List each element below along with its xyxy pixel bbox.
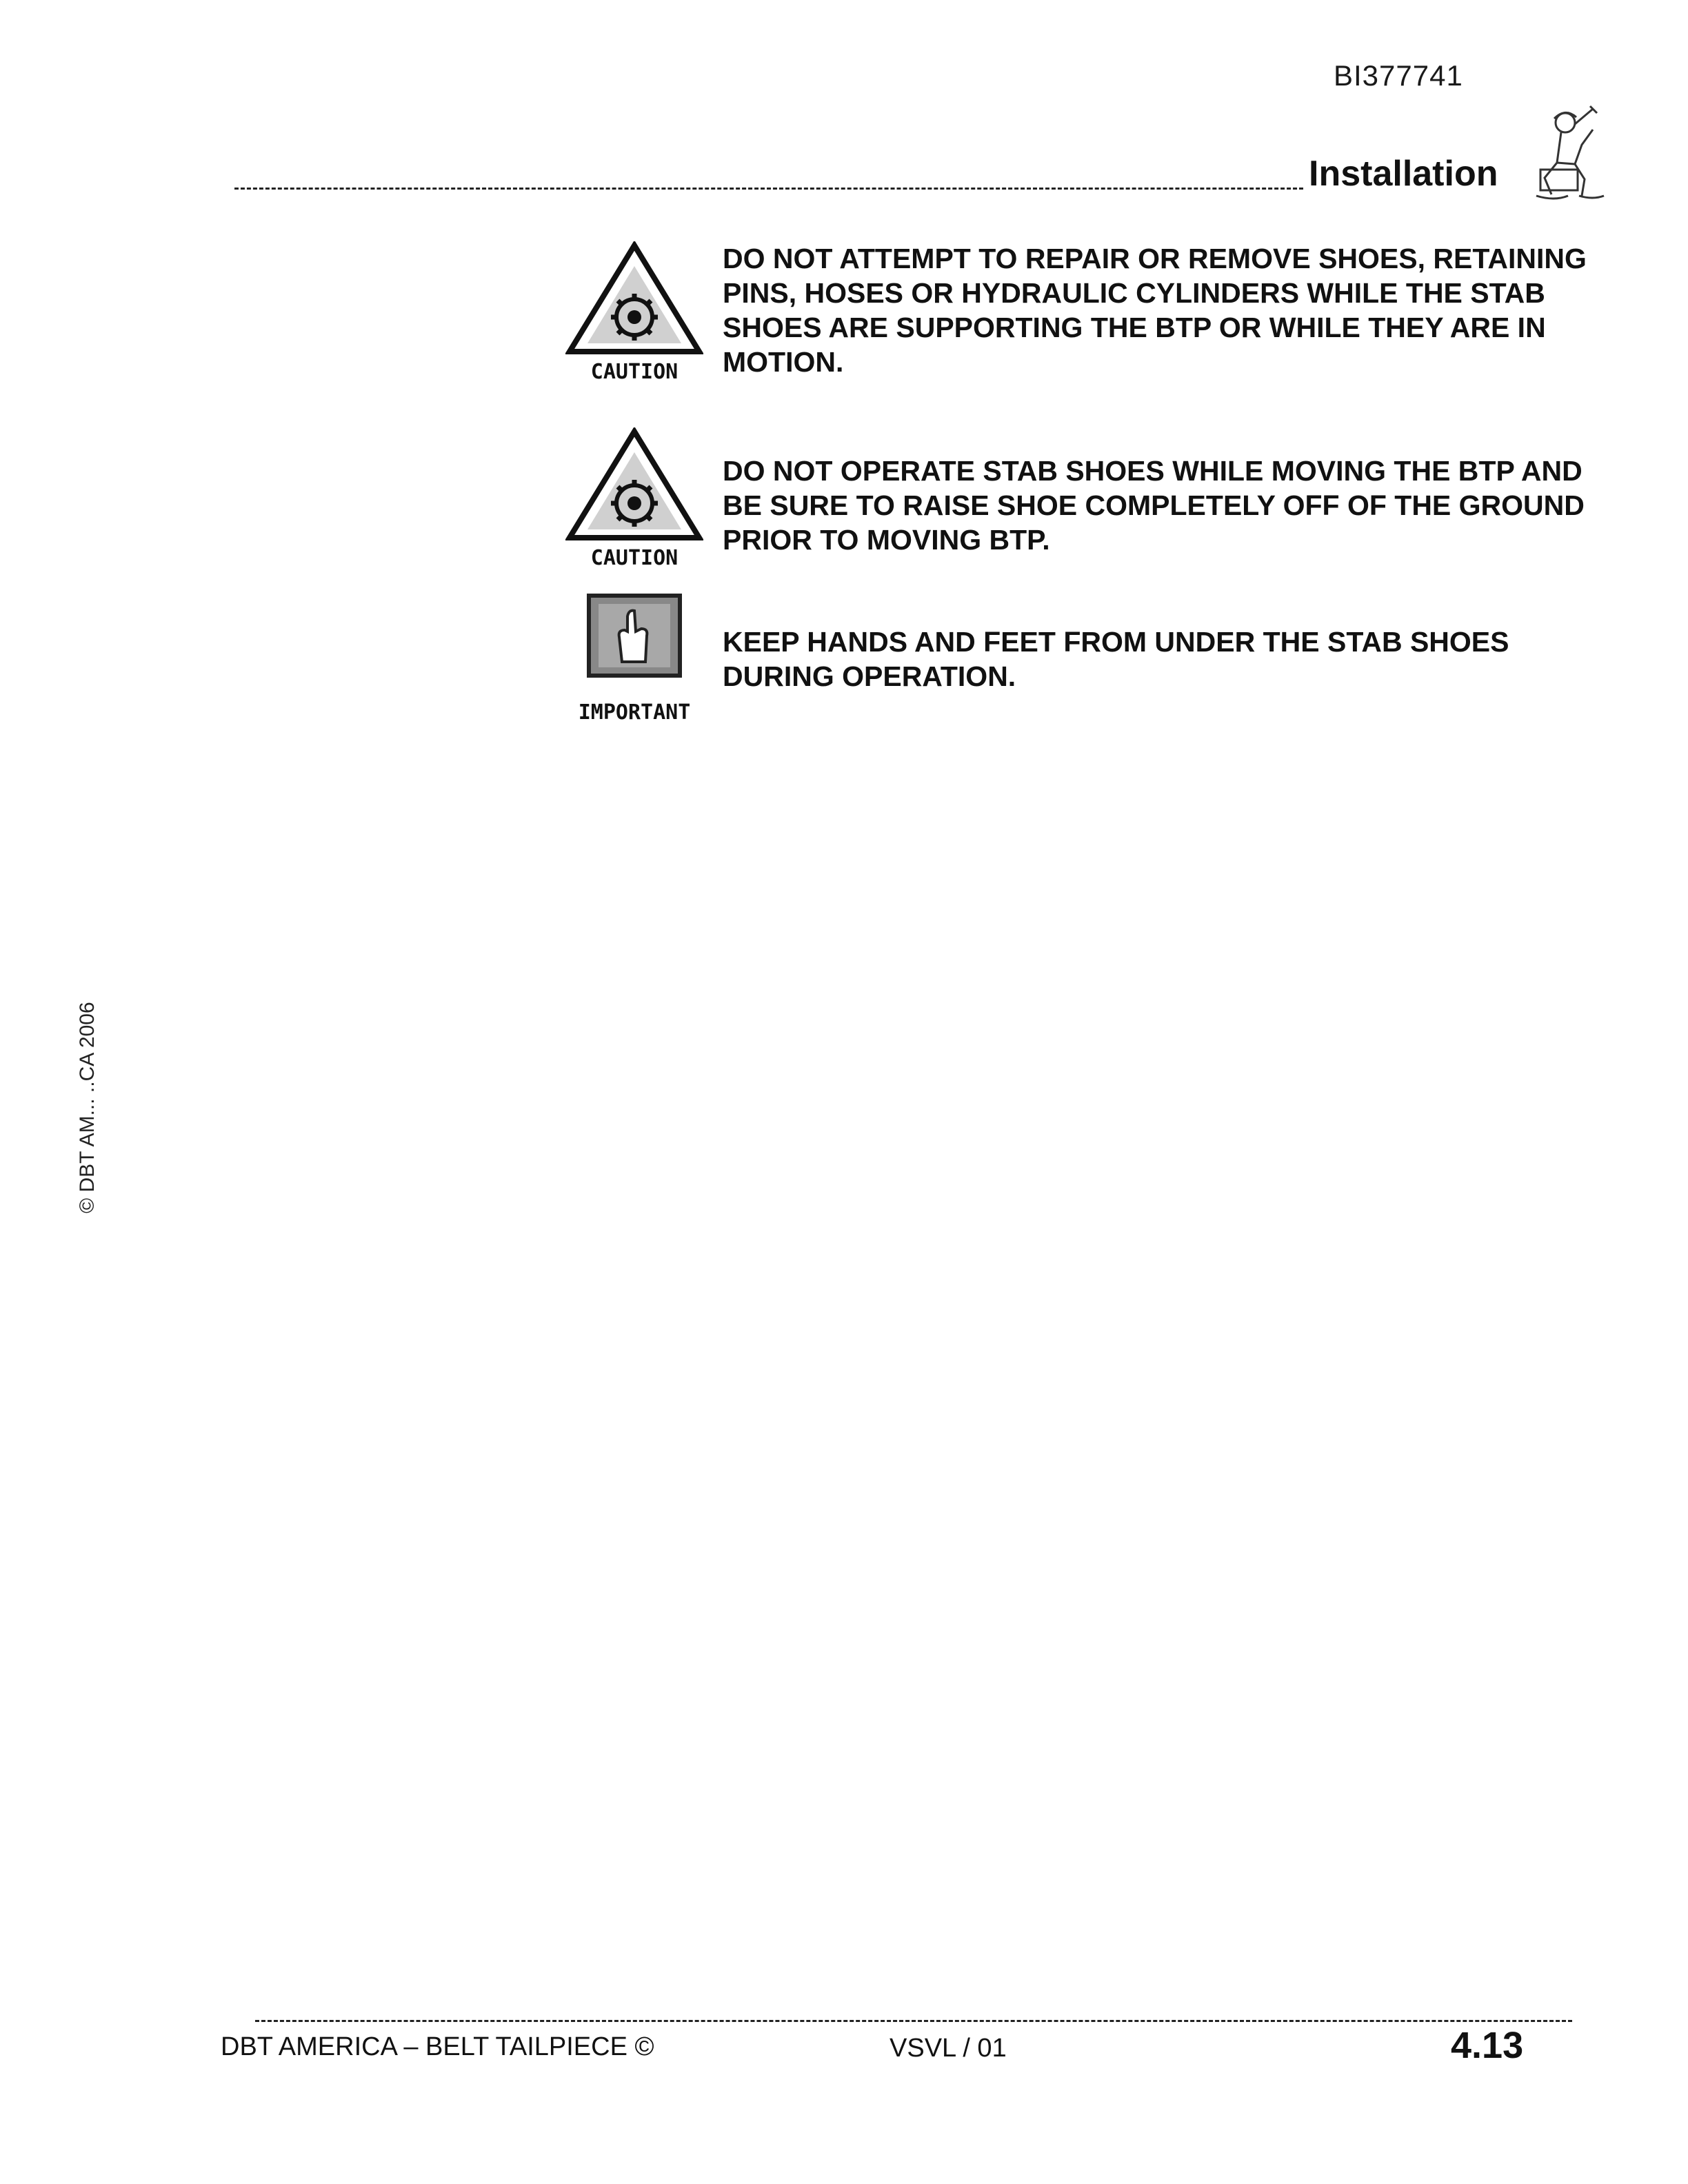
footer-rule [255, 2020, 1572, 2022]
important-hand-icon [586, 593, 683, 678]
section-title: Installation [1309, 154, 1498, 194]
footer-revision: VSVL / 01 [890, 2034, 1007, 2063]
header-rule [234, 188, 1303, 190]
caution-gear-triangle-icon [565, 427, 703, 545]
worker-icon [1527, 103, 1609, 207]
footer-company: DBT AMERICA – BELT TAILPIECE © [221, 2032, 654, 2061]
page-number: 4.13 [1451, 2025, 1524, 2066]
notice-text: DO NOT OPERATE STAB SHOES WHILE MOVING THE BTP AND BE SURE TO RAISE SHOE COMPLETELY OFF OF THE GROUND PRIOR TO MOVING BTP. [723, 455, 1585, 556]
side-copyright: © DBT AM... ..CA 2006 [76, 1002, 99, 1213]
important-label: IMPORTANT [578, 700, 691, 725]
caution-gear-triangle-icon [565, 241, 703, 358]
doc-id: BI377741 [1334, 59, 1463, 92]
caution-label: CAUTION [590, 360, 679, 384]
notice-text: DO NOT ATTEMPT TO REPAIR OR REMOVE SHOES, RETAINING PINS, HOSES OR HYDRAULIC CYLINDERS WHILE THE STAB SHOES ARE SUPPORTING THE BTP OR WHILE THEY ARE IN MOTION. [723, 243, 1587, 378]
caution-label: CAUTION [590, 546, 679, 570]
caution-notice-moving [565, 427, 1600, 579]
important-notice-hands [565, 593, 1600, 731]
notice-text: KEEP HANDS AND FEET FROM UNDER THE STAB SHOES DURING OPERATION. [723, 626, 1509, 692]
caution-notice-repair [565, 241, 1600, 393]
